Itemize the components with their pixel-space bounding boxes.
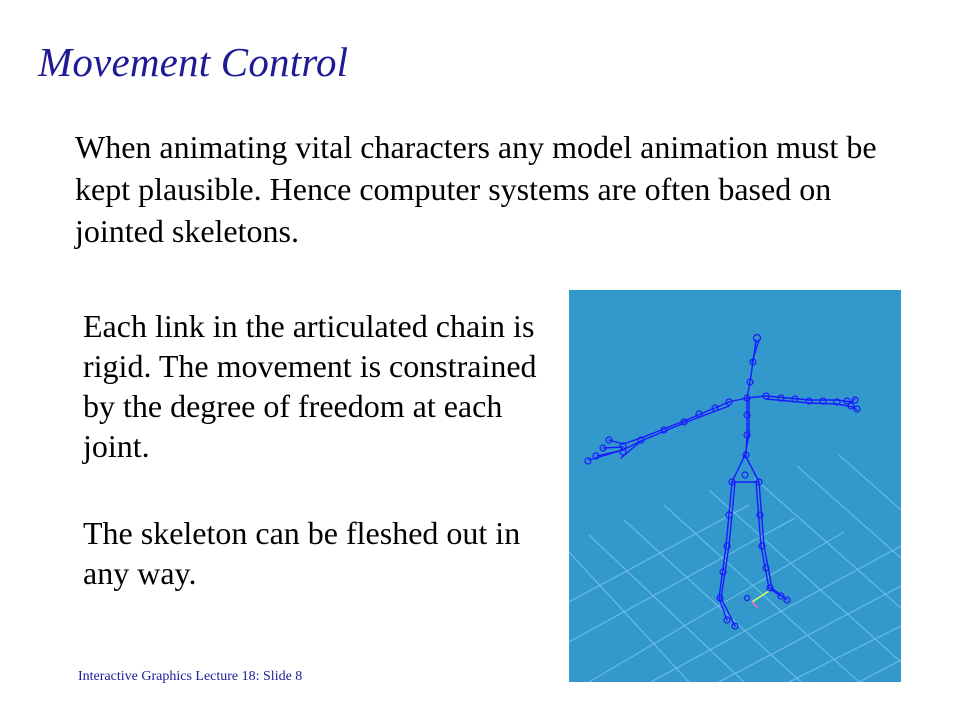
ground-axis-marker <box>752 591 769 608</box>
articulated-chain-paragraph: Each link in the articulated chain is rigid. The movement is constrained by the degree of freedom at each joint. <box>83 308 537 464</box>
intro-paragraph: When animating vital characters any model animation must be kept plausible. Hence computer systems are often based on jointed skeletons. <box>75 129 877 249</box>
slide-footer: Interactive Graphics Lecture 18: Slide 8 <box>78 669 303 684</box>
skeleton-figure <box>569 290 901 682</box>
slide-title: Movement Control <box>38 39 349 85</box>
skeleton-illustration <box>569 290 901 682</box>
fleshed-out-paragraph: The skeleton can be fleshed out in any way. <box>83 515 521 591</box>
